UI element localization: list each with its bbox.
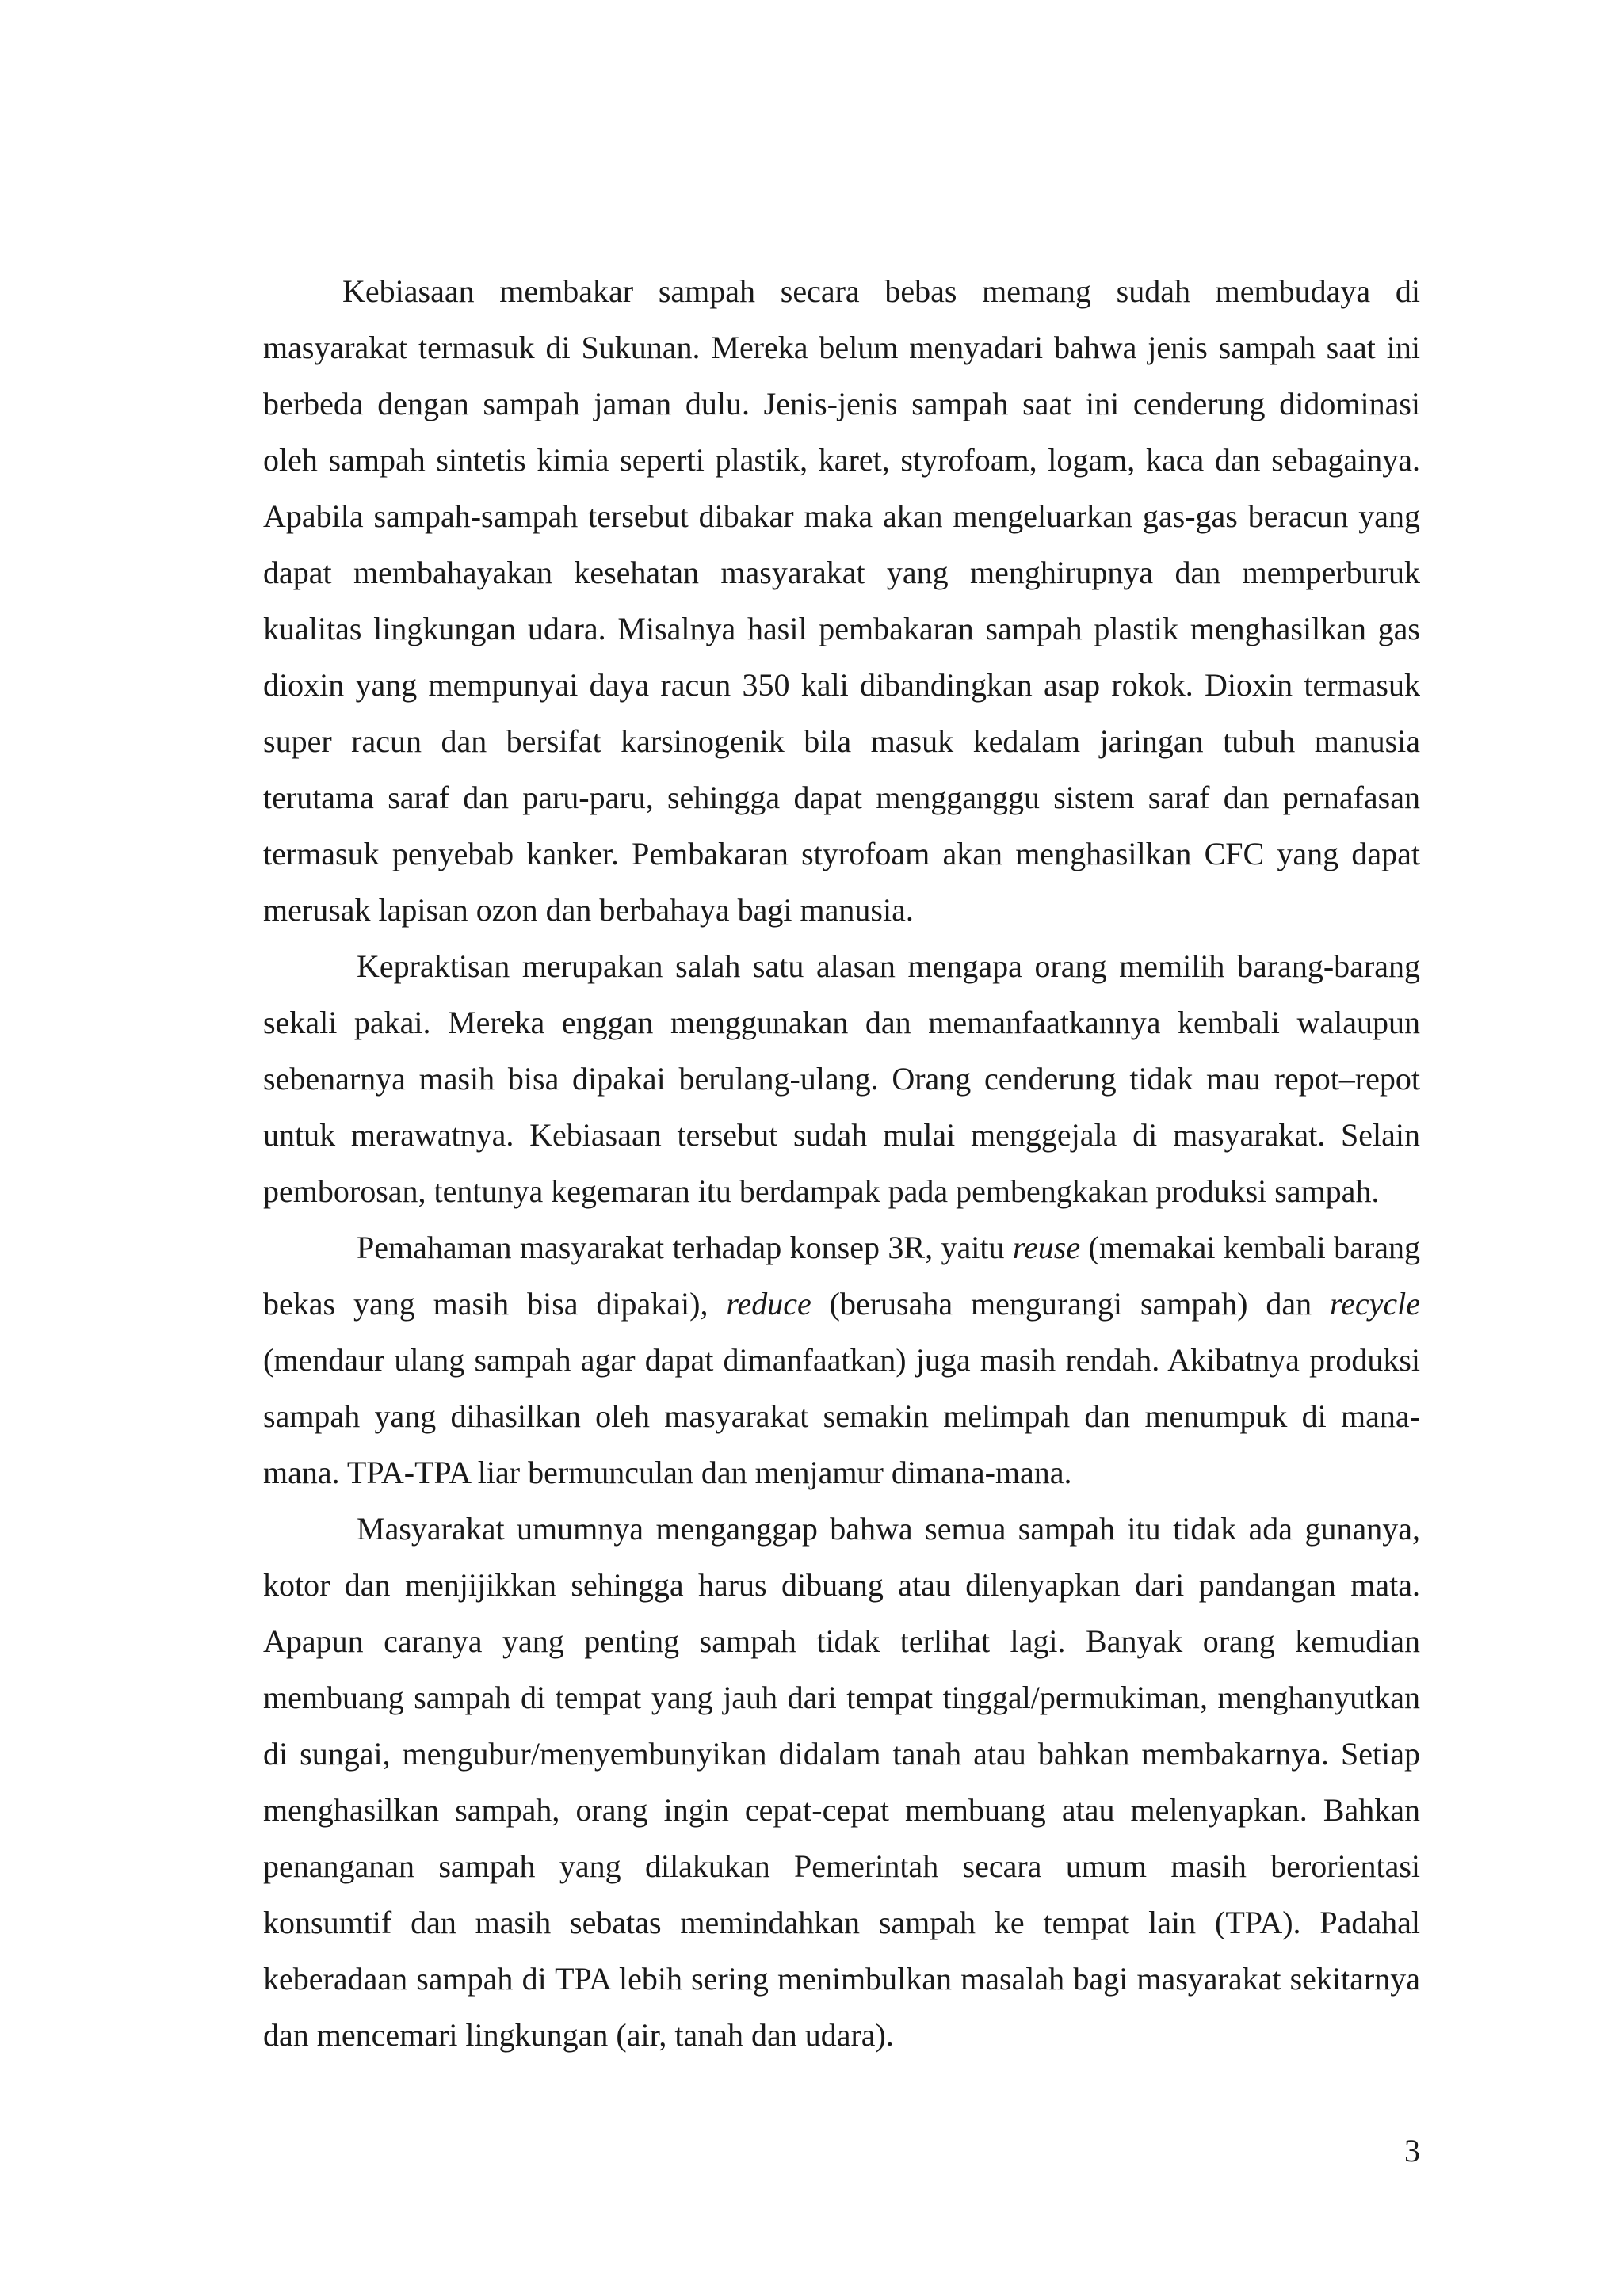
paragraph-text: Kebiasaan membakar sampah secara bebas memang sudah membudaya di masyarakat termasuk di Sukunan. Mereka belum menyadari bahwa jenis sampah saat ini berbeda dengan sampah jaman dulu. Jenis-jenis sampah saat ini cenderung didominasi oleh sampah sintetis kimia seperti plastik, karet, styrofoam, logam, kaca dan sebagainya. Apabila sampah-sampah tersebut dibakar maka akan mengeluarkan gas-gas beracun yang dapat membahayakan kesehatan masyarakat yang menghirupnya dan memperburuk kualitas lingkungan udara. Misalnya hasil pembakaran sampah plastik menghasilkan gas dioxin yang mempunyai daya racun 350 kali dibandingkan asap rokok. Dioxin termasuk super racun dan bersifat karsinogenik bila masuk kedalam jaringan tubuh manusia terutama saraf dan paru-paru, sehingga dapat mengganggu sistem saraf dan pernafasan termasuk penyebab kanker. Pembakaran styrofoam akan menghasilkan CFC yang dapat merusak lapisan ozon dan berbahaya bagi manusia.	[263, 273, 1420, 928]
paragraph-text: Kepraktisan merupakan salah satu alasan mengapa orang memilih barang-barang sekali pakai. Mereka enggan menggunakan dan memanfaatkannya kembali walaupun sebenarnya masih bisa dipakai berulang-ulang. Orang cenderung tidak mau repot–repot untuk merawatnya. Kebiasaan tersebut sudah mulai menggejala di masyarakat. Selain pemborosan, tentunya kegemaran itu berdampak pada pembengkakan produksi sampah.	[263, 948, 1420, 1209]
paragraph-3r-concept	[263, 1219, 1420, 1501]
paragraph-text: Pemahaman masyarakat terhadap konsep 3R, yaitu	[357, 1230, 1013, 1265]
paragraph-text: (berusaha mengurangi sampah) dan	[811, 1286, 1331, 1322]
term-reduce: reduce	[726, 1286, 812, 1322]
body-text	[263, 263, 1420, 2063]
page-number: 3	[1404, 2133, 1420, 2168]
term-recycle: recycle	[1330, 1286, 1420, 1322]
term-reuse: reuse	[1012, 1230, 1081, 1265]
paragraph-convenience	[263, 938, 1420, 1219]
paragraph-text: Masyarakat umumnya menganggap bahwa semua sampah itu tidak ada gunanya, kotor dan menjijikkan sehingga harus dibuang atau dilenyapkan dari pandangan mata. Apapun caranya yang penting sampah tidak terlihat lagi. Banyak orang kemudian membuang sampah di tempat yang jauh dari tempat tinggal/permukiman, menghanyutkan di sungai, mengubur/menyembunyikan didalam tanah atau bahkan membakarnya. Setiap menghasilkan sampah, orang ingin cepat-cepat membuang atau melenyapkan. Bahkan penanganan sampah yang dilakukan Pemerintah secara umum masih berorientasi konsumtif dan masih sebatas memindahkan sampah ke tempat lain (TPA). Padahal keberadaan sampah di TPA lebih sering menimbulkan masalah bagi masyarakat sekitarnya dan mencemari lingkungan (air, tanah dan udara).	[263, 1511, 1420, 2053]
paragraph-public-perception	[263, 1501, 1420, 2063]
paragraph-text: (memakai kembali barang bekas yang masih bisa dipakai),	[263, 1230, 1420, 1322]
paragraph-text: (mendaur ulang sampah agar dapat dimanfaatkan) juga masih rendah. Akibatnya produksi sampah yang dihasilkan oleh masyarakat semakin melimpah dan menumpuk di mana-mana. TPA-TPA liar bermunculan dan menjamur dimana-mana.	[263, 1342, 1420, 1490]
paragraph-open-burning	[263, 263, 1420, 938]
